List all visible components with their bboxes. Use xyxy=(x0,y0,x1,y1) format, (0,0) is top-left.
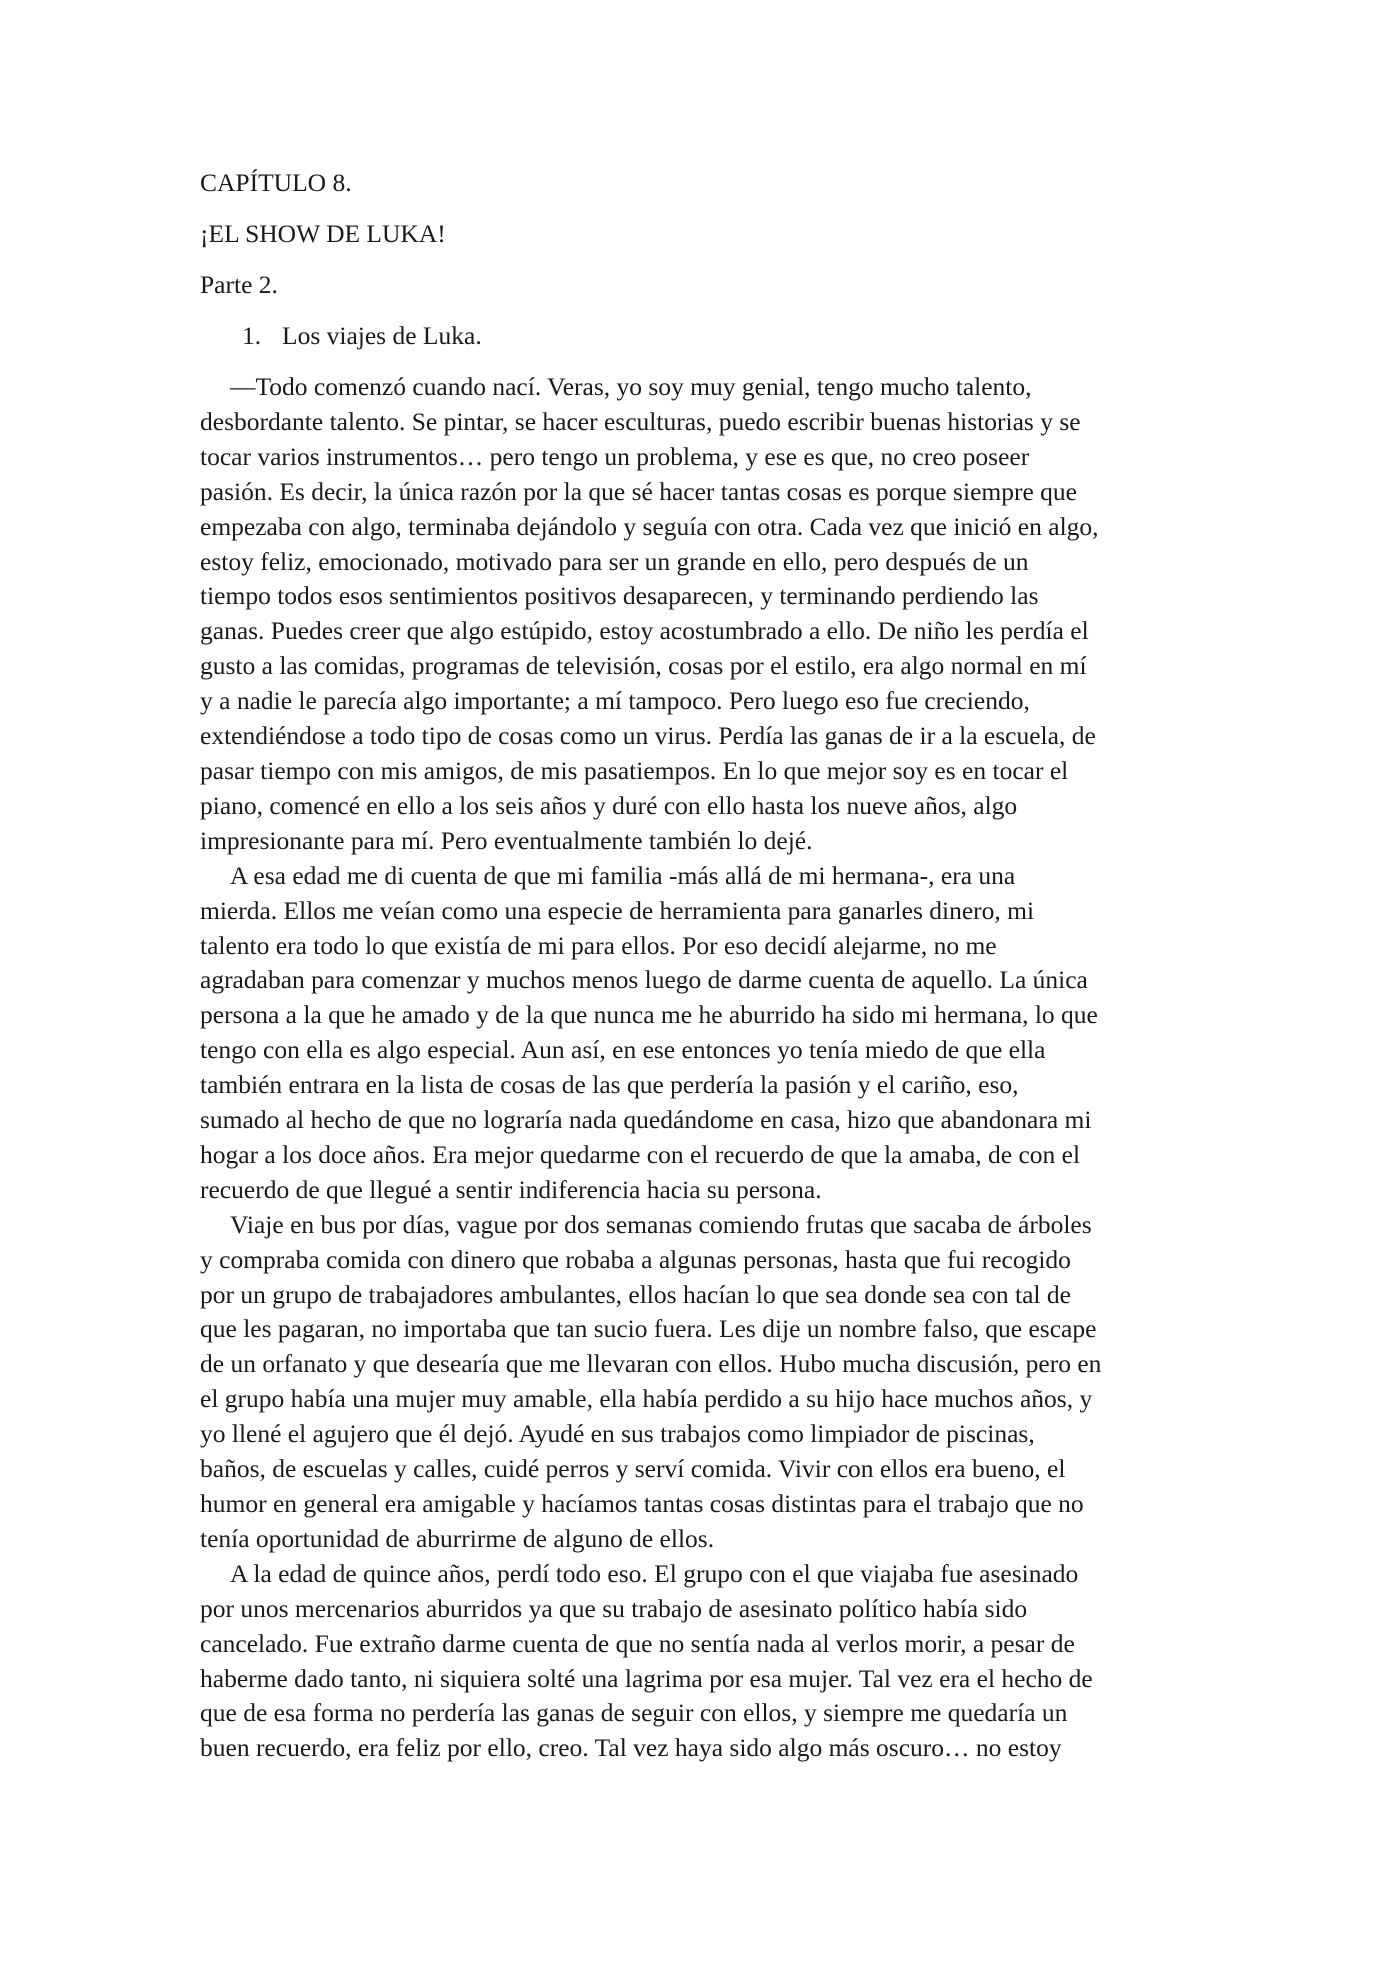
text-line: haberme dado tanto, ni siquiera solté una lagrima por esa mujer. Tal vez era el hecho de xyxy=(200,1663,1093,1693)
text-line: Viaje en bus por días, vague por dos semanas comiendo frutas que sacaba de árboles xyxy=(230,1209,1092,1239)
part-heading: Parte 2. xyxy=(200,270,278,299)
text-line: recuerdo de que llegué a sentir indiferencia hacia su persona. xyxy=(200,1174,822,1204)
text-line: que les pagaran, no importaba que tan sucio fuera. Les dije un nombre falso, que escape xyxy=(200,1314,1097,1344)
text-line: también entrara en la lista de cosas de las que perdería la pasión y el cariño, eso, xyxy=(200,1070,1019,1100)
text-line: impresionante para mí. Pero eventualmente también lo dejé. xyxy=(200,825,813,855)
text-line: tengo con ella es algo especial. Aun así, en ese entonces yo tenía miedo de que ella xyxy=(200,1035,1046,1065)
text-line: gusto a las comidas, programas de televisión, cosas por el estilo, era algo normal en mí xyxy=(200,651,1087,681)
text-line: cancelado. Fue extraño darme cuenta de que no sentía nada al verlos morir, a pesar de xyxy=(200,1628,1075,1658)
text-line: sumado al hecho de que no lograría nada quedándome en casa, hizo que abandonara mi xyxy=(200,1105,1092,1135)
text-line: pasión. Es decir, la única razón por la que sé hacer tantas cosas es porque siempre que xyxy=(200,476,1077,506)
text-line: yo llené el agujero que él dejó. Ayudé en sus trabajos como limpiador de piscinas, xyxy=(200,1419,1035,1449)
text-line: el grupo había una mujer muy amable, ella había perdido a su hijo hace muchos años, y xyxy=(200,1384,1093,1414)
text-line: hogar a los doce años. Era mejor quedarme con el recuerdo de que la amaba, de con el xyxy=(200,1139,1081,1169)
text-line: agradaban para comenzar y muchos menos luego de darme cuenta de aquello. La única xyxy=(200,965,1088,995)
text-line: piano, comencé en ello a los seis años y duré con ello hasta los nueve años, algo xyxy=(200,790,1018,820)
text-line: empezaba con algo, terminaba dejándolo y seguía con otra. Cada vez que inició en algo, xyxy=(200,511,1099,541)
text-line: por unos mercenarios aburridos ya que su trabajo de asesinato político había sido xyxy=(200,1593,1028,1623)
section-title: Los viajes de Luka. xyxy=(282,321,482,350)
section-list-item xyxy=(200,319,1200,353)
text-line: extendiéndose a todo tipo de cosas como un virus. Perdía las ganas de ir a la escuela, de xyxy=(200,721,1096,751)
text-line: tocar varios instrumentos… pero tengo un problema, y ese es que, no creo poseer xyxy=(200,441,1030,471)
text-line: y compraba comida con dinero que robaba a algunas personas, hasta que fui recogido xyxy=(200,1244,1071,1274)
chapter-heading: CAPÍTULO 8. xyxy=(200,168,352,197)
text-line: de un orfanato y que desearía que me llevaran con ellos. Hubo mucha discusión, pero en xyxy=(200,1349,1102,1379)
chapter-title: ¡EL SHOW DE LUKA! xyxy=(200,219,446,248)
text-line: mierda. Ellos me veían como una especie de herramienta para ganarles dinero, mi xyxy=(200,895,1035,925)
text-line: tenía oportunidad de aburrirme de alguno de ellos. xyxy=(200,1523,715,1553)
text-line: tiempo todos esos sentimientos positivos desaparecen, y terminando perdiendo las xyxy=(200,581,1039,611)
text-line: humor en general era amigable y hacíamos tantas cosas distintas para el trabajo que no xyxy=(200,1489,1084,1518)
text-line: persona a la que he amado y de la que nunca me he aburrido ha sido mi hermana, lo que xyxy=(200,1000,1098,1030)
text-line: buen recuerdo, era feliz por ello, creo. Tal vez haya sido algo más oscuro… no estoy xyxy=(200,1733,1062,1763)
text-line: ganas. Puedes creer que algo estúpido, estoy acostumbrado a ello. De niño les perdía el xyxy=(200,616,1089,646)
text-line: estoy feliz, emocionado, motivado para ser un grande en ello, pero después de un xyxy=(200,546,1029,576)
section-number: 1. xyxy=(242,321,262,350)
text-line: desbordante talento. Se pintar, se hacer esculturas, puedo escribir buenas historias y se xyxy=(200,406,1081,436)
text-line: por un grupo de trabajadores ambulantes, ellos hacían lo que sea donde sea con tal de xyxy=(200,1279,1071,1309)
text-line: —Todo comenzó cuando nací. Veras, yo soy muy genial, tengo mucho talento, xyxy=(230,372,1032,401)
document-page xyxy=(200,166,1200,1766)
text-line: talento era todo lo que existía de mi para ellos. Por eso decidí alejarme, no me xyxy=(200,930,997,960)
body-text xyxy=(200,370,1200,1766)
text-line: A esa edad me di cuenta de que mi familia -más allá de mi hermana-, era una xyxy=(230,860,1016,890)
text-line: A la edad de quince años, perdí todo eso. El grupo con el que viajaba fue asesinado xyxy=(230,1558,1079,1588)
text-line: y a nadie le parecía algo importante; a mí tampoco. Pero luego eso fue creciendo, xyxy=(200,686,1030,716)
text-line: baños, de escuelas y calles, cuidé perros y serví comida. Vivir con ellos era bueno, el xyxy=(200,1454,1066,1484)
text-line: que de esa forma no perdería las ganas de seguir con ellos, y siempre me quedaría un xyxy=(200,1698,1068,1728)
text-line: pasar tiempo con mis amigos, de mis pasatiempos. En lo que mejor soy es en tocar el xyxy=(200,755,1069,785)
